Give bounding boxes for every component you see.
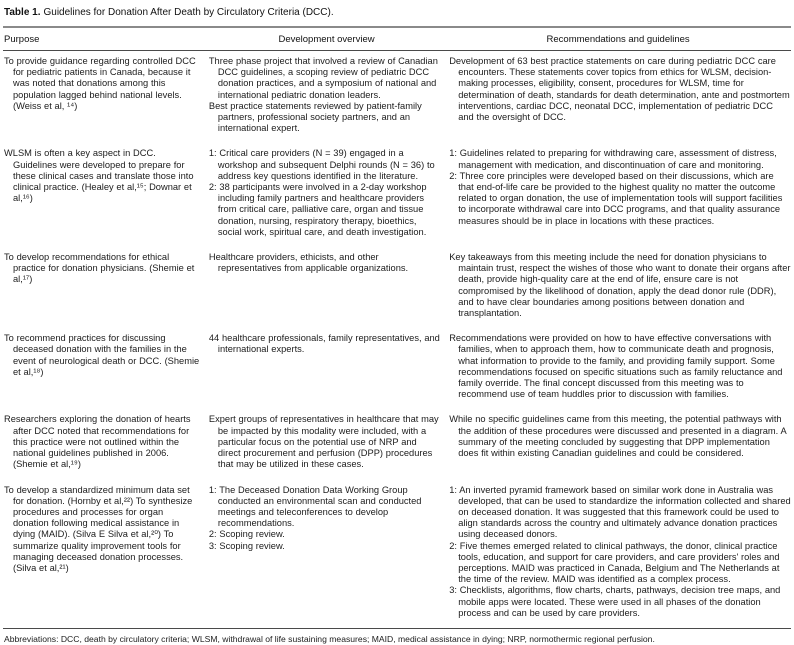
paragraph: 2: Five themes emerged related to clinical pathways, the donor, clinical practice tools, education, and support for care providers, and care providers' roles and perceptions. MAID was practiced in Canada, Belgium and The Netherlands at the time of the review. MAID was identified as a complex process. bbox=[449, 540, 780, 585]
paragraph: Healthcare providers, ethicists, and other representatives from applicable organizations. bbox=[208, 252, 409, 274]
paragraph: WLSM is often a key aspect in DCC. Guidelines were developed to prepare for these clinical cases and translate those into clinical practice. (Healey et al,¹⁵; Downar et al,¹⁶) bbox=[4, 148, 194, 204]
table-row bbox=[3, 51, 791, 144]
cell-development bbox=[208, 328, 448, 409]
cell-recommendations bbox=[448, 51, 791, 144]
paragraph: 3: Scoping review. bbox=[208, 540, 285, 551]
cell-development bbox=[208, 143, 448, 247]
paragraph: Development of 63 best practice statements on care during pediatric DCC care encounters. These statements cover topics from ethics for WLSM, decision-making processes, eligibility, consent, procedures for WLSM, time for determination of death, standards for death determination, ante and postmortem interventions, cardiac DCC, neonatal DCC, implementation of pediatric DCC and the oversight of DCC. bbox=[449, 56, 790, 123]
cell-purpose bbox=[3, 247, 208, 328]
paragraph: Expert groups of representatives in healthcare that may be impacted by this modality were included, with a particular focus on the potential use of NRP and direct procurement and perfusion (DPP) procedures that may be utilized in these cases. bbox=[208, 414, 439, 470]
paragraph: Best practice statements reviewed by patient-family partners, professional society partners, and an international expert. bbox=[208, 100, 422, 134]
cell-development bbox=[208, 51, 448, 144]
paragraph: 2: Three core principles were developed based on their discussions, which are that end-of-life care be provided to the highest quality no matter the outcome related to organ donation, the use of implementation tools will support facilities to incorporate withdrawal care into DCC programs, and that quality assurance measures should be in place in locations with these practices. bbox=[449, 170, 783, 226]
table-row bbox=[3, 480, 791, 629]
cell-recommendations bbox=[448, 247, 791, 328]
column-header-development-overview: Development overview bbox=[208, 27, 448, 51]
table-caption: Guidelines for Donation After Death by Circulatory Criteria (DCC). bbox=[43, 7, 334, 18]
paragraph: 2: 38 participants were involved in a 2-day workshop including family partners and healthcare providers from critical care, palliative care, organ and tissue donation, nursing, respiratory therapy, bioethics, social work, spiritual care, and death investigation. bbox=[208, 182, 427, 237]
paragraph: Researchers exploring the donation of hearts after DCC noted that recommendations for this practice were not outlined within the national guidelines published in 2006. (Shemie et al,¹⁹) bbox=[4, 414, 191, 470]
paragraph: Recommendations were provided on how to have effective conversations with families, when to approach them, how to communicate death and prognosis, what information to provide to the family, and providing family support. Some recommendations focused on specific situations such as family reluctance and family override. The final concept discussed from this meeting was to recommend use of team huddles prior to discussion with families. bbox=[449, 333, 783, 400]
column-header-recommendations: Recommendations and guidelines bbox=[448, 27, 791, 51]
cell-recommendations bbox=[448, 480, 791, 629]
paragraph: 1: Critical care providers (N = 39) engaged in a workshop and subsequent Delphi rounds (N = 36) to address key questions identified in the literature. bbox=[208, 148, 435, 181]
table-row bbox=[3, 409, 791, 479]
paragraph: While no specific guidelines came from this meeting, the potential pathways with the addition of these procedures were discussed and presented in a diagram. A summary of the meeting concluded by suggesting that DPP implementation does fit within existing Canadian guidelines and could be considered. bbox=[449, 414, 787, 459]
cell-recommendations bbox=[448, 409, 791, 479]
cell-development bbox=[208, 480, 448, 629]
paragraph: Key takeaways from this meeting include the need for donation physicians to maintain trust, respect the wishes of those who want to donate their organs after death, provide high-quality care at the end of life, ensure care is not compromised by the likelihood of donation, apply the dead donor rule (DDR), and to have clear boundaries among positions between donation and transplantation. bbox=[449, 252, 791, 319]
table-title bbox=[4, 7, 791, 19]
cell-purpose bbox=[3, 143, 208, 247]
header-row bbox=[3, 27, 791, 51]
paragraph: To develop recommendations for ethical practice for donation physicians. (Shemie et al,¹⁷) bbox=[4, 252, 195, 285]
cell-recommendations bbox=[448, 328, 791, 409]
cell-purpose bbox=[3, 409, 208, 479]
table-label: Table 1. bbox=[4, 7, 41, 18]
column-header-purpose: Purpose bbox=[3, 27, 208, 51]
paragraph: 1: Guidelines related to preparing for withdrawing care, assessment of distress, management with medication, and discontinuation of care and monitoring. bbox=[449, 148, 777, 170]
table-row bbox=[3, 247, 791, 328]
cell-purpose bbox=[3, 480, 208, 629]
abbreviations-footnote: Abbreviations: DCC, death by circulatory criteria; WLSM, withdrawal of life sustaining measures; MAID, medical assistance in dying; NRP, normothermic regional perfusion. bbox=[4, 633, 655, 644]
paragraph: Three phase project that involved a review of Canadian DCC guidelines, a scoping review of pediatric DCC donation practices, and a symposium of national and international pediatric donation leaders. bbox=[208, 56, 438, 100]
cell-purpose bbox=[3, 51, 208, 144]
cell-recommendations bbox=[448, 143, 791, 247]
cell-development bbox=[208, 247, 448, 328]
table-row bbox=[3, 328, 791, 409]
paragraph: 3: Checklists, algorithms, flow charts, charts, pathways, decision tree maps, and mobile apps were located. These were used in all phases of the donation process and can be used by care providers. bbox=[449, 585, 781, 618]
guidelines-table bbox=[3, 26, 791, 629]
paragraph: To recommend practices for discussing deceased donation with the families in the event of neurological death or DCC. (Shemie et al,¹⁸) bbox=[4, 333, 200, 377]
cell-development bbox=[208, 409, 448, 479]
paragraph: To develop a standardized minimum data set for donation. (Hornby et al,²²) To synthesize procedures and processes for organ donation following medical assistance in dying (MAID). (Silva E Silva et al,²⁰) To summarize quality improvement tools for managing deceased donation processes. (Silva et al,²¹) bbox=[4, 484, 193, 573]
cell-purpose bbox=[3, 328, 208, 409]
paragraph: 1: The Deceased Donation Data Working Group conducted an environmental scan and conducted meetings and teleconferences to develop recommendations. bbox=[208, 484, 422, 529]
table-row bbox=[3, 143, 791, 247]
paragraph: 1: An inverted pyramid framework based on similar work done in Australia was developed, that can be used to standardize the information collected and shared on deceased donation. It was suggested that this framework could be used to align standards across the country and ultimately advance donation practices using deceased donors. bbox=[449, 484, 791, 540]
paragraph: 2: Scoping review. bbox=[208, 529, 285, 540]
paragraph: To provide guidance regarding controlled DCC for pediatric patients in Canada, because it was noted that donations among this population lagged behind national levels. (Weiss et al, ¹⁴) bbox=[4, 56, 196, 111]
paragraph: 44 healthcare professionals, family representatives, and international experts. bbox=[208, 333, 440, 355]
